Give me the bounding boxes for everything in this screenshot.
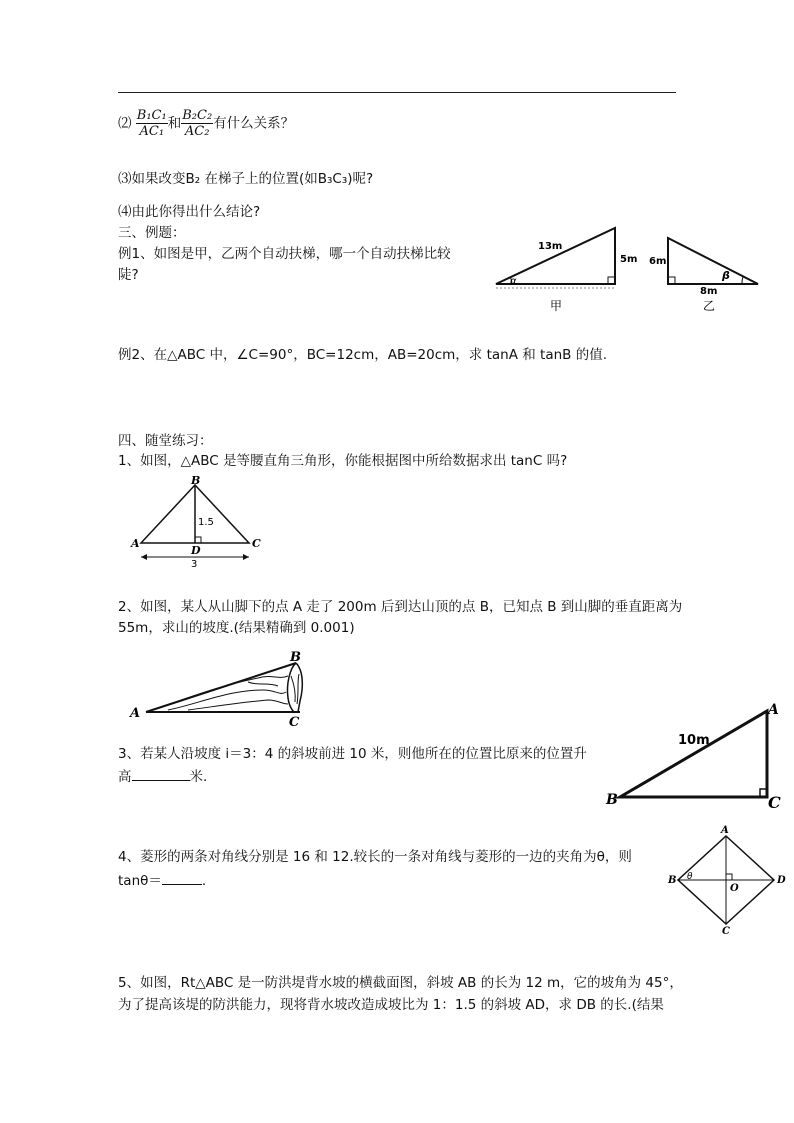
practice-4-line2	[118, 870, 206, 890]
iso-label-a: A	[131, 537, 140, 550]
mountain-label-c: C	[289, 715, 300, 730]
fraction-2-numerator: B₂C₂	[182, 108, 213, 123]
practice-3-suffix: 米.	[189, 769, 208, 785]
slope-label-a: A	[768, 702, 779, 718]
question-3: ⑶如果改变B₂ 在梯子上的位置(如B₃C₃)呢?	[118, 171, 374, 187]
question-4: ⑷由此你得出什么结论?	[118, 204, 261, 220]
iso-label-d: D	[191, 544, 201, 557]
escalator-figure	[490, 222, 770, 317]
example-2: 例2、在△ABC 中，∠C=90°，BC=12cm，AB=20cm，求 tanA 和 tanB 的值.	[118, 347, 607, 363]
jia-side-label: 5m	[620, 254, 638, 265]
practice-3-line1: 3、若某人沿坡度 i＝3：4 的斜坡前进 10 米，则他所在的位置比原来的位置升	[118, 746, 587, 762]
section-4-heading: 四、随堂练习：	[118, 433, 213, 449]
example-1-line2: 陡?	[118, 267, 139, 283]
rhombus-label-d: D	[777, 875, 786, 886]
header-rule	[118, 92, 676, 93]
practice-2-line1: 2、如图，某人从山脚下的点 A 走了 200m 后到达山顶的点 B，已知点 B 到山脚的垂直距离为	[118, 599, 683, 615]
escalator-jia	[496, 228, 637, 313]
slope-label-b: B	[606, 792, 618, 808]
jia-caption: 甲	[549, 299, 563, 313]
mountain-label-a: A	[130, 706, 141, 721]
practice-3-prefix: 高	[118, 769, 132, 785]
answer-blank-4[interactable]	[162, 870, 202, 885]
mountain-label-b: B	[290, 650, 301, 665]
iso-label-b: B	[191, 474, 201, 487]
practice-4-suffix: .	[201, 873, 207, 889]
iso-height-label: 1.5	[198, 517, 214, 528]
escalator-yi	[649, 238, 758, 313]
rhombus-label-b: B	[668, 875, 677, 886]
slope-label-c: C	[768, 793, 781, 810]
practice-5-line2: 为了提高该堤的防洪能力，现将背水坡改造成坡比为 1：1.5 的斜坡 AD，求 DB 的长.(结果	[118, 997, 664, 1013]
example-1-line1: 例1、如图是甲，乙两个自动扶梯，哪一个自动扶梯比较	[118, 246, 451, 262]
rhombus-label-c: C	[722, 926, 730, 937]
yi-side-label: 6m	[649, 256, 667, 267]
fraction-1-denominator: AC₁	[139, 124, 165, 139]
practice-5-line1: 5、如图，Rt△ABC 是一防洪堤背水坡的横截面图，斜坡 AB 的长为 12 m，它的坡角为 45°，	[118, 975, 683, 991]
rhombus-figure	[664, 822, 794, 940]
section-3-heading: 三、例题：	[118, 225, 186, 241]
practice-2-line2: 55m，求山的坡度.(结果精确到 0.001)	[118, 620, 355, 636]
rhombus-label-o: O	[730, 883, 739, 894]
practice-4-line1: 4、菱形的两条对角线分别是 16 和 12.较长的一条对角线与菱形的一边的夹角为θ，则	[118, 849, 632, 865]
jia-alpha-label: α	[510, 276, 517, 287]
mountain-figure	[128, 646, 318, 732]
answer-blank-3[interactable]	[132, 766, 190, 781]
fraction-2	[181, 108, 213, 139]
rhombus-theta-label: θ	[687, 872, 693, 882]
iso-base-label: 3	[191, 559, 198, 570]
practice-1: 1、如图，△ABC 是等腰直角三角形，你能根据图中所给数据求出 tanC 吗?	[118, 453, 568, 469]
yi-base-label: 8m	[700, 286, 718, 297]
practice-3-line2	[118, 766, 207, 786]
yi-beta-label: β	[722, 269, 730, 282]
slope-hyp-label: 10m	[678, 733, 710, 748]
iso-label-c: C	[252, 537, 261, 550]
rhombus-label-a: A	[721, 825, 729, 836]
jia-hypotenuse-label: 13m	[538, 241, 563, 252]
practice-4-prefix: tanθ＝	[118, 873, 162, 889]
q2-prefix: ⑵	[118, 115, 132, 132]
fraction-1-numerator: B₁C₁	[136, 108, 167, 123]
q2-and: 和	[167, 115, 182, 132]
q2-suffix: 有什么关系？	[213, 115, 295, 132]
slope-triangle-figure	[600, 698, 794, 810]
question-2	[118, 108, 294, 139]
fraction-2-denominator: AC₂	[184, 124, 210, 139]
fraction-1	[136, 108, 168, 139]
isosceles-triangle-figure	[125, 474, 275, 570]
yi-caption: 乙	[702, 299, 716, 313]
